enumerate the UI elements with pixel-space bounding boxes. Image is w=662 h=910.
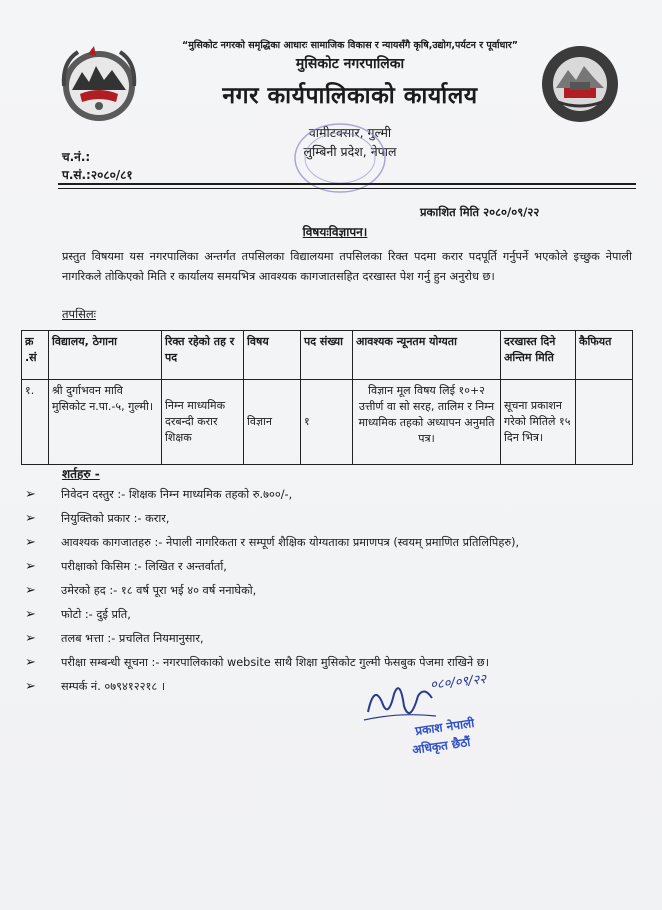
cell-subject: विज्ञान [244, 380, 301, 465]
office-title: नगर कार्यपालिकाको कार्यालय [222, 83, 478, 109]
nepal-emblem-icon [58, 42, 140, 124]
table-row [22, 380, 633, 465]
arrow-bullet-icon: ➢ [25, 655, 36, 670]
address-line-1: वामीटक्सार, गुल्मी [308, 125, 392, 140]
list-item: ➢ आवश्यक कागजातहरु :- नेपाली नागरिकता र सम्पूर्ण शैक्षिक योग्यताका प्रमाणपत्र (स्वयम् प्रमाणित प्रतिलिपिहरु), [25, 535, 520, 550]
list-item: ➢ निवेदन दस्तुर :- शिक्षक निम्न माध्यमिक तहको रु.७००/-, [25, 487, 293, 502]
municipality-name: मुसिकोट नगरपालिका [295, 56, 405, 72]
list-item: ➢ फोटो :- दुई प्रति, [25, 607, 131, 622]
header-subject: विषय [244, 331, 301, 380]
arrow-bullet-icon: ➢ [25, 511, 36, 526]
arrow-bullet-icon: ➢ [25, 559, 36, 574]
published-date: प्रकाशित मिति २०८०/०९/२२ [420, 205, 540, 219]
cell-school: श्री दुर्गाभवन मावि मुसिकोट न.पा.-५, गुल्मी। [49, 380, 162, 465]
cell-qualification: विज्ञान मूल विषय लिई १०+२ उत्तीर्ण वा सो सरह, तालिम र निम्न माध्यमिक तहको अध्यापन अनुमति पत्र। [353, 380, 501, 465]
letter-reference: प.सं.:२०८०/८१ [62, 168, 133, 182]
list-item: ➢ उमेरको हद :- १८ वर्ष पूरा भई ४० वर्ष ननाघेको, [25, 583, 257, 598]
header-divider [58, 183, 636, 185]
municipality-motto: “मुसिकोट नगरको समृद्धिका आधारः सामाजिक विकास र न्यायसँगै कृषि,उद्योग,पर्यटन र पूर्वाधार” [182, 40, 518, 51]
municipality-logo-icon [540, 44, 620, 124]
list-item: ➢ नियुक्तिको प्रकार :- करार, [25, 511, 170, 526]
officer-name-stamp: प्रकाश नेपाली [414, 715, 476, 739]
notice-subject: विषयःविज्ञापन। [302, 225, 368, 239]
terms-heading: शर्तहरु - [62, 467, 100, 481]
arrow-bullet-icon: ➢ [25, 631, 36, 646]
list-item: ➢ परीक्षाको किसिम :- लिखित र अन्तर्वार्ता, [25, 559, 227, 574]
officer-title-stamp: अधिकृत छैठौं [411, 735, 472, 757]
list-item: ➢ तलब भत्ता :- प्रचलित नियमानुसार, [25, 631, 204, 646]
table-header-row [22, 331, 633, 380]
details-label: तपसिलः [62, 307, 96, 321]
arrow-bullet-icon: ➢ [25, 487, 36, 502]
arrow-bullet-icon: ➢ [25, 679, 36, 694]
list-item: ➢ सम्पर्क नं. ०७९४१२२१८ । [25, 679, 166, 694]
header-school: विद्यालय, ठेगाना [49, 331, 162, 380]
cell-deadline: सूचना प्रकाशन गरेको मितिले १५ दिन भित्र। [501, 380, 576, 465]
header-post: रिक्त रहेको तह र पद [162, 331, 244, 380]
header-divider-thin [58, 188, 636, 189]
list-item: ➢ परीक्षा सम्बन्धी सूचना :- नगरपालिकाको website साथै शिक्षा मुसिकोट गुल्मी फेसबुक पेजमा राखिने छ। [25, 655, 489, 670]
arrow-bullet-icon: ➢ [25, 535, 36, 550]
header-count: पद संख्या [301, 331, 353, 380]
signature-date: ०८०/०९/२२ [429, 672, 487, 693]
cell-post: निम्न माध्यमिक दरबन्दी करार शिक्षक [162, 380, 244, 465]
address-line-2: लुम्बिनी प्रदेश, नेपाल [303, 144, 397, 159]
vacancy-table [21, 330, 633, 465]
cell-remarks [576, 380, 633, 465]
arrow-bullet-icon: ➢ [25, 583, 36, 598]
dispatch-number: च.नं.: [62, 150, 91, 164]
header-qualification: आवश्यक न्यूनतम योग्यता [353, 331, 501, 380]
notice-paragraph: प्रस्तुत विषयमा यस नगरपालिका अन्तर्गत तपसिलका विद्यालयमा तपसिलका रिक्त पदमा करार पदपूर्ति गर्नुपर्ने भएकोले इच्छुक नेपाली नागरिकले तोकिएको मिति र कार्यालय समयभित्र आवश्यक कागजातसहित दरखास्त पेश गर्नु हुन अनुरोध छ। [62, 250, 632, 283]
arrow-bullet-icon: ➢ [25, 607, 36, 622]
cell-sn: १. [22, 380, 49, 465]
header-sn: क्र .सं [22, 331, 49, 380]
cell-count: १ [301, 380, 353, 465]
header-remarks: कैफियत [576, 331, 633, 380]
header-deadline: दरखास्त दिने अन्तिम मिति [501, 331, 576, 380]
